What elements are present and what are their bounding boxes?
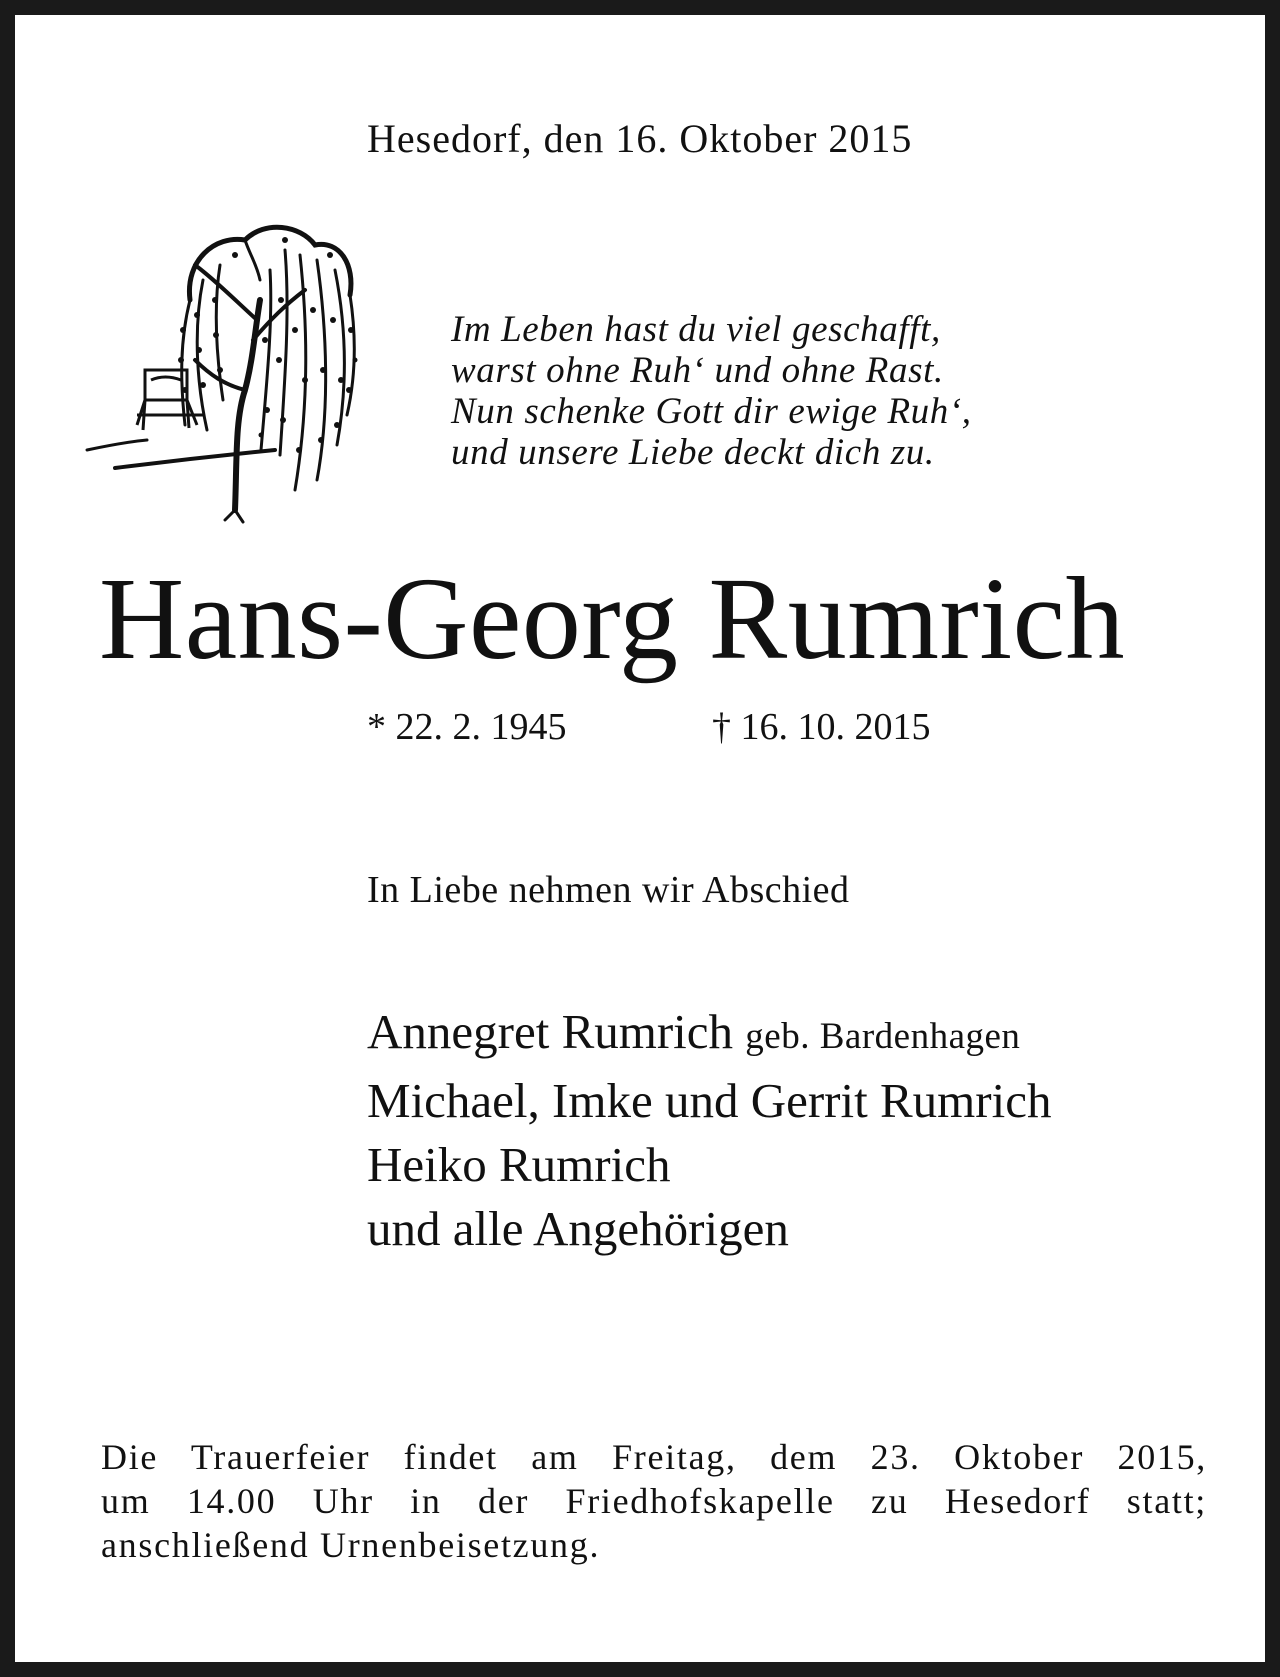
maiden-name-note: geb. Bardenhagen [745,1016,1021,1057]
service-line: Die Trauerfeier findet am Freitag, dem 23. Oktober 2015, [101,1437,1207,1477]
funeral-service-notice [101,1435,1207,1567]
deceased-name: Hans-Georg Rumrich [99,553,1126,684]
mourner-line: und alle Angehörigen [367,1201,789,1256]
service-line: um 14.00 Uhr in der Friedhofskapelle zu Hesedorf statt; [101,1481,1207,1521]
memorial-poem [451,309,972,473]
weeping-willow-with-bench-icon [85,210,385,525]
poem-line: Nun schenke Gott dir ewige Ruh‘, [451,391,972,432]
mourner-line [367,1000,1051,1069]
poem-line: Im Leben hast du viel geschafft, [451,309,941,350]
mourner-line: Michael, Imke und Gerrit Rumrich [367,1073,1052,1128]
poem-line: und unsere Liebe deckt dich zu. [451,432,935,473]
service-line: anschließend Urnenbeisetzung. [101,1525,601,1565]
birth-date: * 22. 2. 1945 [367,706,567,748]
death-date: † 16. 10. 2015 [712,706,931,748]
mourners-list [367,1000,1051,1261]
mourner-name: Annegret Rumrich [367,1004,734,1059]
farewell-line: In Liebe nehmen wir Abschied [367,869,850,911]
mourner-line: Heiko Rumrich [367,1137,671,1192]
poem-line: warst ohne Ruh‘ und ohne Rast. [451,350,944,391]
place-date-line: Hesedorf, den 16. Oktober 2015 [367,116,913,161]
